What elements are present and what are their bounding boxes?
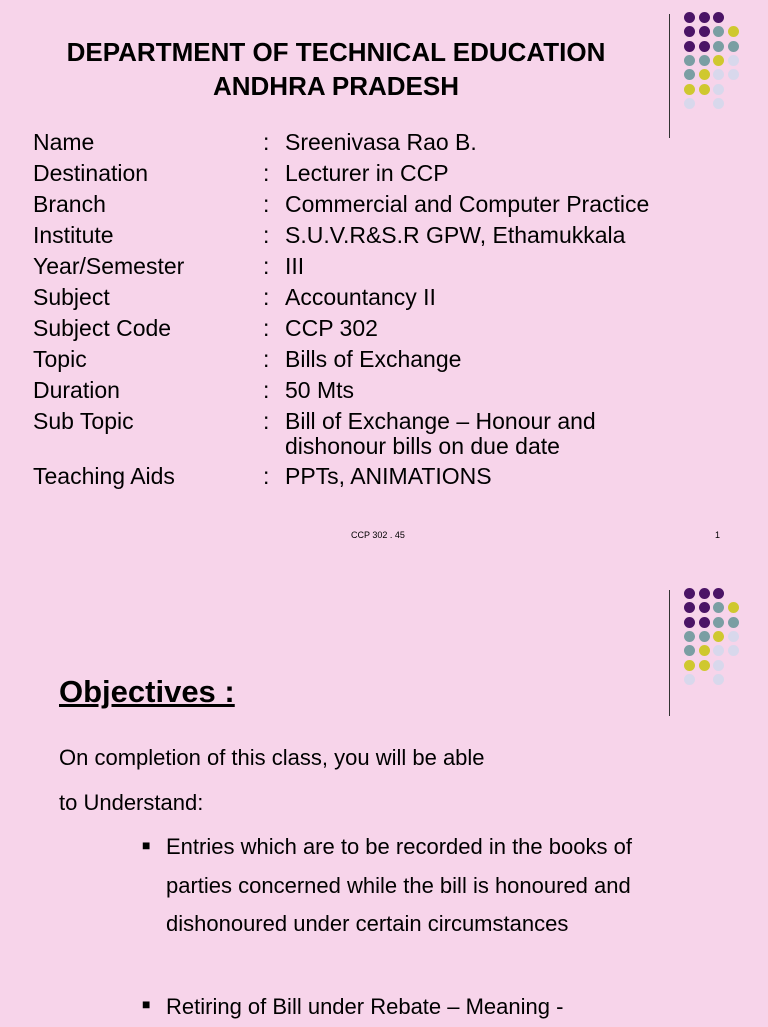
- decorative-dot: [713, 674, 724, 685]
- divider-line: [669, 590, 670, 716]
- row-label: Subject Code: [33, 315, 172, 341]
- row-label: Subject: [33, 284, 110, 310]
- decorative-dot: [728, 617, 739, 628]
- row-value: Lecturer in CCP: [285, 160, 449, 186]
- decorative-dot: [713, 631, 724, 642]
- decorative-dot: [684, 631, 695, 642]
- row-value: PPTs, ANIMATIONS: [285, 463, 492, 489]
- decorative-dot: [713, 602, 724, 613]
- decorative-dot: [684, 12, 695, 23]
- row-label: Sub Topic: [33, 408, 134, 434]
- row-separator: :: [263, 253, 270, 279]
- decorative-dot: [713, 84, 724, 95]
- row-label: Institute: [33, 222, 114, 248]
- page-number: 1: [715, 530, 721, 540]
- row-label: Teaching Aids: [33, 463, 175, 489]
- decorative-dot: [699, 41, 710, 52]
- row-value: CCP 302: [285, 315, 378, 341]
- row-label: Duration: [33, 377, 120, 403]
- decorative-dot: [728, 631, 739, 642]
- row-label: Topic: [33, 346, 87, 372]
- decorative-dot: [699, 645, 710, 656]
- decorative-dot: [713, 69, 724, 80]
- row-value: Bills of Exchange: [285, 346, 462, 372]
- objectives-heading: Objectives :: [59, 674, 235, 709]
- decorative-dot: [684, 69, 695, 80]
- decorative-dot: [699, 12, 710, 23]
- decorative-dot: [728, 55, 739, 66]
- decorative-dot: [713, 12, 724, 23]
- intro-line-2: to Understand:: [59, 790, 204, 815]
- row-separator: :: [263, 315, 270, 341]
- decorative-dot: [713, 26, 724, 37]
- row-value: Accountancy II: [285, 284, 436, 310]
- row-separator: :: [263, 284, 270, 310]
- row-value: Commercial and Computer Practice: [285, 191, 650, 217]
- decorative-dot: [728, 602, 739, 613]
- decorative-dot: [684, 98, 695, 109]
- decorative-dot: [684, 645, 695, 656]
- row-separator: :: [263, 222, 270, 248]
- decorative-dot: [699, 84, 710, 95]
- decorative-dot: [728, 26, 739, 37]
- bullet-marker: ■: [142, 996, 151, 1012]
- decorative-dot: [699, 660, 710, 671]
- row-separator: :: [263, 160, 270, 186]
- row-separator: :: [263, 129, 270, 155]
- bullet-marker: ■: [142, 837, 151, 853]
- decorative-dot: [713, 660, 724, 671]
- decorative-dot: [699, 588, 710, 599]
- decorative-dot: [699, 617, 710, 628]
- decorative-dot: [699, 631, 710, 642]
- decorative-dot: [713, 98, 724, 109]
- row-separator: :: [263, 408, 270, 434]
- decorative-dot: [699, 602, 710, 613]
- decorative-dot: [684, 84, 695, 95]
- intro-line-1: On completion of this class, you will be able: [59, 745, 485, 770]
- row-separator: :: [263, 377, 270, 403]
- row-value: Sreenivasa Rao B.: [285, 129, 477, 155]
- department-title: DEPARTMENT OF TECHNICAL EDUCATION: [66, 37, 606, 67]
- decorative-dot: [699, 55, 710, 66]
- decorative-dot: [684, 602, 695, 613]
- decorative-dot: [684, 660, 695, 671]
- row-separator: :: [263, 346, 270, 372]
- decorative-dot: [713, 617, 724, 628]
- footer-course-code: CCP 302 . 45: [351, 530, 405, 540]
- decorative-dot: [699, 69, 710, 80]
- decorative-dot: [713, 588, 724, 599]
- state-title: ANDHRA PRADESH: [212, 71, 460, 101]
- row-value: Bill of Exchange – Honour and: [285, 408, 596, 434]
- row-value: 50 Mts: [285, 377, 355, 403]
- divider-line: [669, 14, 670, 138]
- row-label: Destination: [33, 160, 149, 186]
- decorative-dot: [713, 41, 724, 52]
- decorative-dot: [684, 674, 695, 685]
- decorative-dot: [728, 645, 739, 656]
- row-value: S.U.V.R&S.R GPW, Ethamukkala: [285, 222, 626, 248]
- decorative-dot: [684, 55, 695, 66]
- decorative-dot: [728, 41, 739, 52]
- decorative-dot: [684, 617, 695, 628]
- bullet-item: Entries which are to be recorded in the books of parties concerned while the bill is honoured and dishonoured under certain circumstances: [166, 834, 632, 937]
- bullet-item: Retiring of Bill under Rebate – Meaning -: [166, 994, 564, 1019]
- row-separator: :: [263, 463, 270, 489]
- decorative-dot: [713, 645, 724, 656]
- decorative-dot: [713, 55, 724, 66]
- row-label: Branch: [33, 191, 106, 217]
- row-separator: :: [263, 191, 270, 217]
- row-label: Year/Semester: [33, 253, 185, 279]
- row-value-continued: dishonour bills on due date: [285, 433, 560, 459]
- row-label: Name: [33, 129, 95, 155]
- decorative-dot: [728, 69, 739, 80]
- decorative-dot: [699, 26, 710, 37]
- decorative-dot: [684, 26, 695, 37]
- decorative-dot: [684, 588, 695, 599]
- decorative-dot: [684, 41, 695, 52]
- row-value: III: [285, 253, 305, 279]
